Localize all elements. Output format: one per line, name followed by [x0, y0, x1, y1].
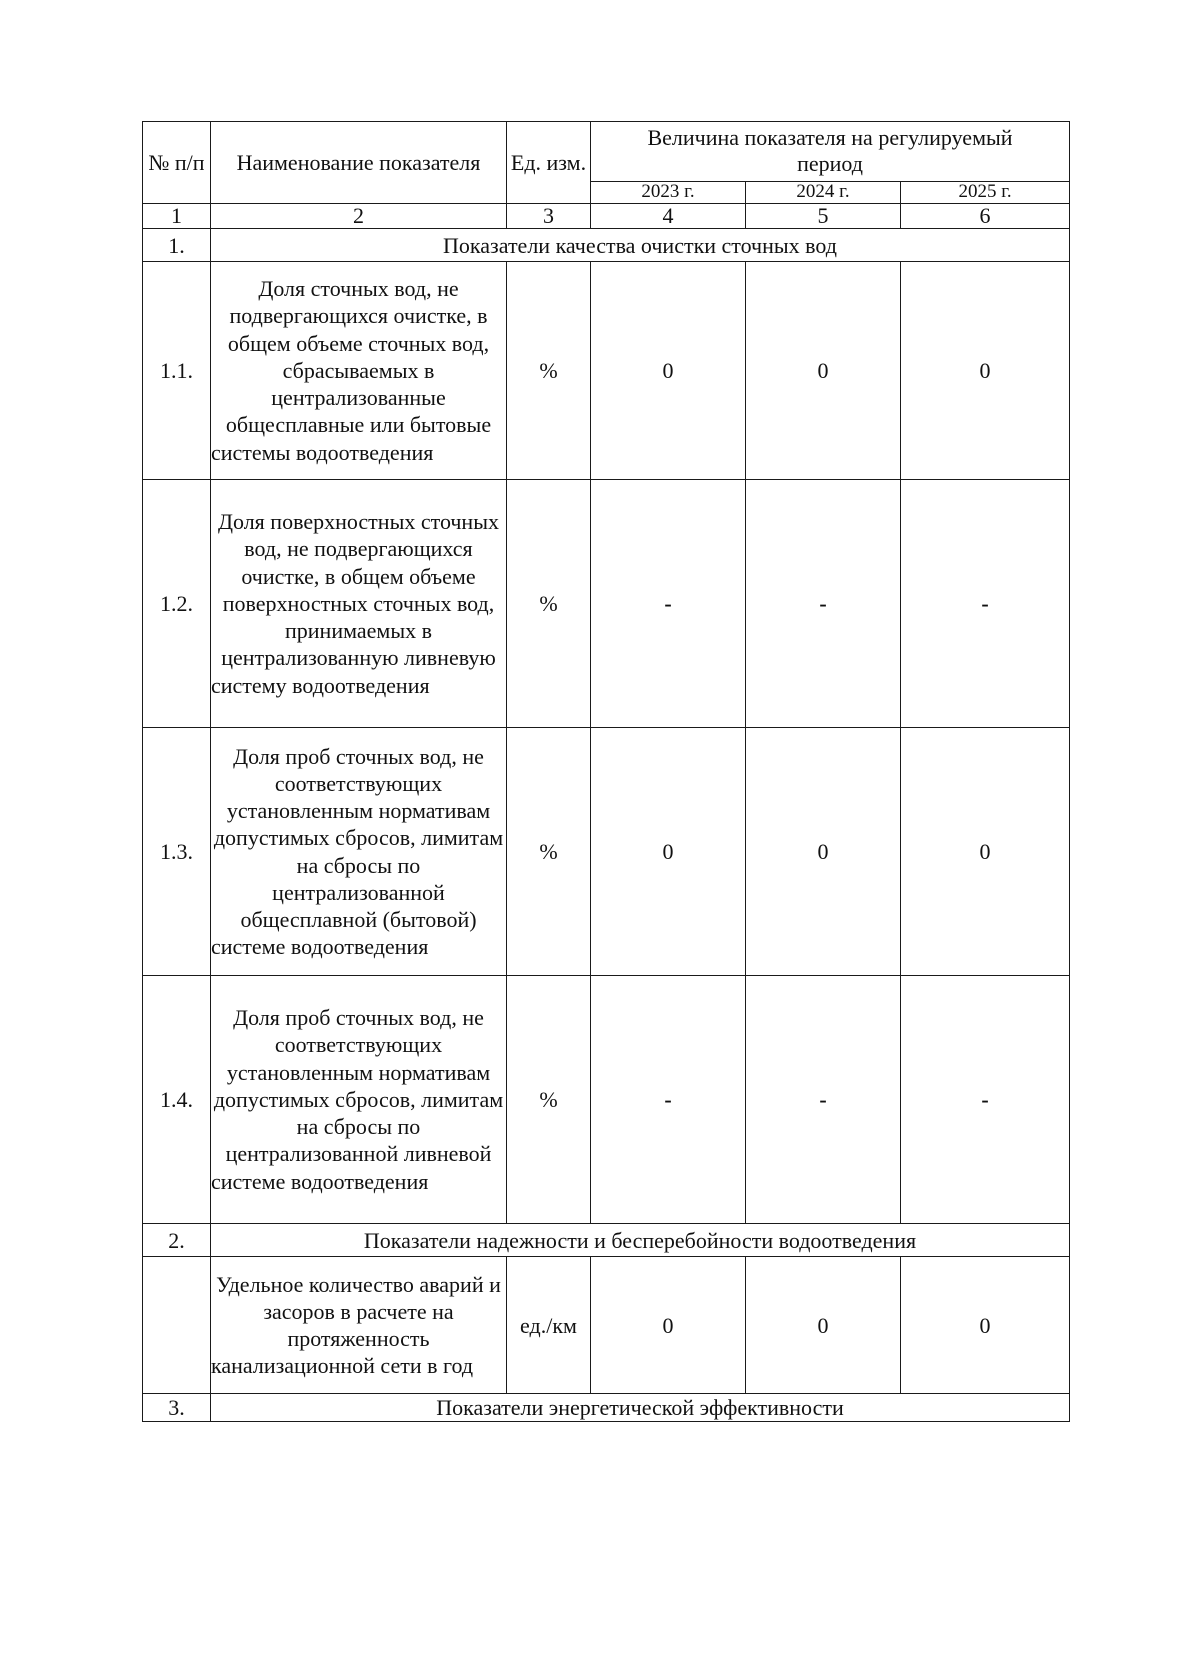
value-2023: 0: [591, 1257, 746, 1394]
row-number: 1.1.: [143, 262, 211, 480]
row-number: 1.2.: [143, 480, 211, 728]
value-2025: 0: [901, 262, 1070, 480]
value-2025: 0: [901, 728, 1070, 976]
section-title: Показатели качества очистки сточных вод: [211, 229, 1070, 262]
header-num: № п/п: [143, 122, 211, 204]
row-number: [143, 1257, 211, 1394]
value-2024: -: [746, 976, 901, 1224]
column-number-2: 2: [211, 204, 507, 229]
section-row: [143, 229, 1070, 262]
section-number: 1.: [143, 229, 211, 262]
column-number-4: 4: [591, 204, 746, 229]
row-number: 1.4.: [143, 976, 211, 1224]
table-header-row: [143, 122, 1070, 182]
value-2024: -: [746, 480, 901, 728]
table-row: [143, 1257, 1070, 1394]
header-name: Наименование показателя: [211, 122, 507, 204]
value-2023: 0: [591, 728, 746, 976]
table-row: [143, 480, 1070, 728]
value-2025: -: [901, 480, 1070, 728]
indicator-name: Удельное количество аварий и засоров в расчете на протяженность канализационной сети в год: [211, 1257, 507, 1394]
table-row: [143, 728, 1070, 976]
unit-cell: %: [507, 976, 591, 1224]
indicator-name: Доля поверхностных сточных вод, не подвергающихся очистке, в общем объеме поверхностных сточных вод, принимаемых в централизованную ливневую систему водоотведения: [211, 480, 507, 728]
value-2023: 0: [591, 262, 746, 480]
column-number-1: 1: [143, 204, 211, 229]
value-2024: 0: [746, 262, 901, 480]
section-title: Показатели энергетической эффективности: [211, 1394, 1070, 1422]
value-2023: -: [591, 480, 746, 728]
column-number-6: 6: [901, 204, 1070, 229]
indicator-name: Доля проб сточных вод, не соответствующих установленным нормативам допустимых сбросов, лимитам на сбросы по централизованной общесплавной (бытовой) системе водоотведения: [211, 728, 507, 976]
unit-cell: %: [507, 728, 591, 976]
table-row: [143, 976, 1070, 1224]
section-number: 3.: [143, 1394, 211, 1422]
unit-cell: ед./км: [507, 1257, 591, 1394]
section-row: [143, 1394, 1070, 1422]
header-year-2025: 2025 г.: [901, 181, 1070, 203]
unit-cell: %: [507, 262, 591, 480]
value-2025: -: [901, 976, 1070, 1224]
row-number: 1.3.: [143, 728, 211, 976]
indicator-name: Доля проб сточных вод, не соответствующих установленным нормативам допустимых сбросов, лимитам на сбросы по централизованной ливневой системе водоотведения: [211, 976, 507, 1224]
table-row: [143, 262, 1070, 480]
value-2023: -: [591, 976, 746, 1224]
header-year-2023: 2023 г.: [591, 181, 746, 203]
section-title: Показатели надежности и бесперебойности водоотведения: [211, 1224, 1070, 1257]
value-2025: 0: [901, 1257, 1070, 1394]
header-year-2024: 2024 г.: [746, 181, 901, 203]
section-row: [143, 1224, 1070, 1257]
column-number-3: 3: [507, 204, 591, 229]
header-unit: Ед. изм.: [507, 122, 591, 204]
value-2024: 0: [746, 728, 901, 976]
column-number-5: 5: [746, 204, 901, 229]
section-number: 2.: [143, 1224, 211, 1257]
unit-cell: %: [507, 480, 591, 728]
indicator-name: Доля сточных вод, не подвергающихся очистке, в общем объеме сточных вод, сбрасываемых в централизованные общесплавные или бытовые системы водоотведения: [211, 262, 507, 480]
indicators-table: [142, 121, 1070, 1422]
header-period: Величина показателя на регулируемый период: [591, 122, 1070, 182]
value-2024: 0: [746, 1257, 901, 1394]
column-numbers-row: [143, 204, 1070, 229]
